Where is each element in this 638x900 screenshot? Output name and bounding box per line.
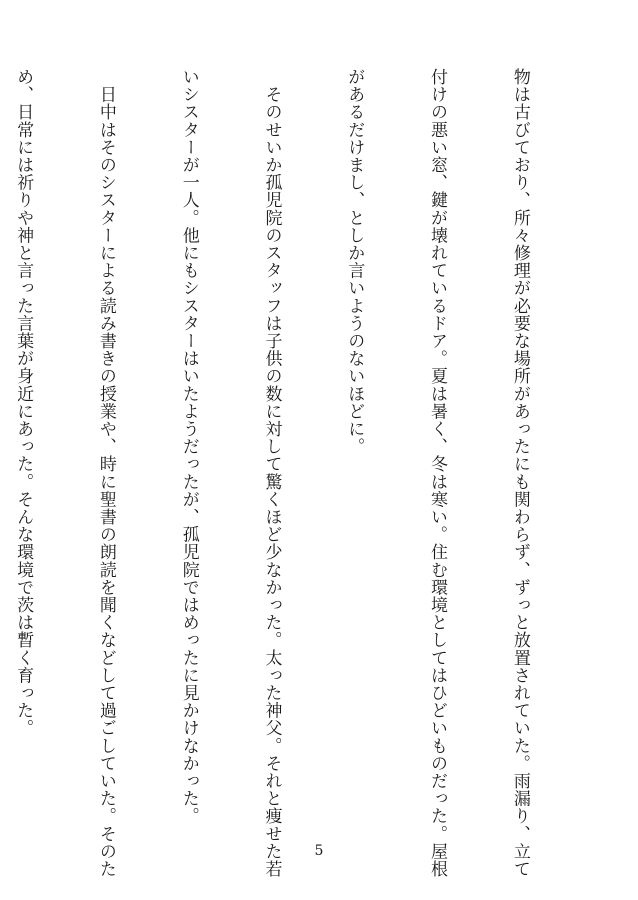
- text-line: 物は古びており、所々修理が必要な場所があったにも関わらず、ずっと放置されていた。雨漏り、立て: [509, 68, 530, 878]
- page-number: 5: [314, 843, 324, 859]
- text-line: め、日常には祈りや神と言った言葉が身近にあった。そんな環境で茨は暫く育った。: [13, 68, 34, 737]
- text-line: 付けの悪い窓、鍵が壊れているドア。夏は暑く、冬は寒い。住む環境としてはひどいものだった。屋根: [427, 68, 448, 878]
- vertical-text-body: [0, 68, 588, 878]
- text-line: そのせいか孤児院のスタッフは子供の数に対して驚くほど少なかった。太った神父。それと痩せた若: [261, 68, 282, 878]
- text-line: 日中はそのシスターによる読み書きの授業や、時に聖書の朗読を聞くなどして過ごしていた。そのた: [95, 68, 116, 878]
- text-line: いシスターが一人。他にもシスターはいたようだったが、孤児院ではめったに見かけなかった。: [178, 68, 199, 825]
- text-line: があるだけまし、としか言いようのないほどに。: [344, 68, 365, 456]
